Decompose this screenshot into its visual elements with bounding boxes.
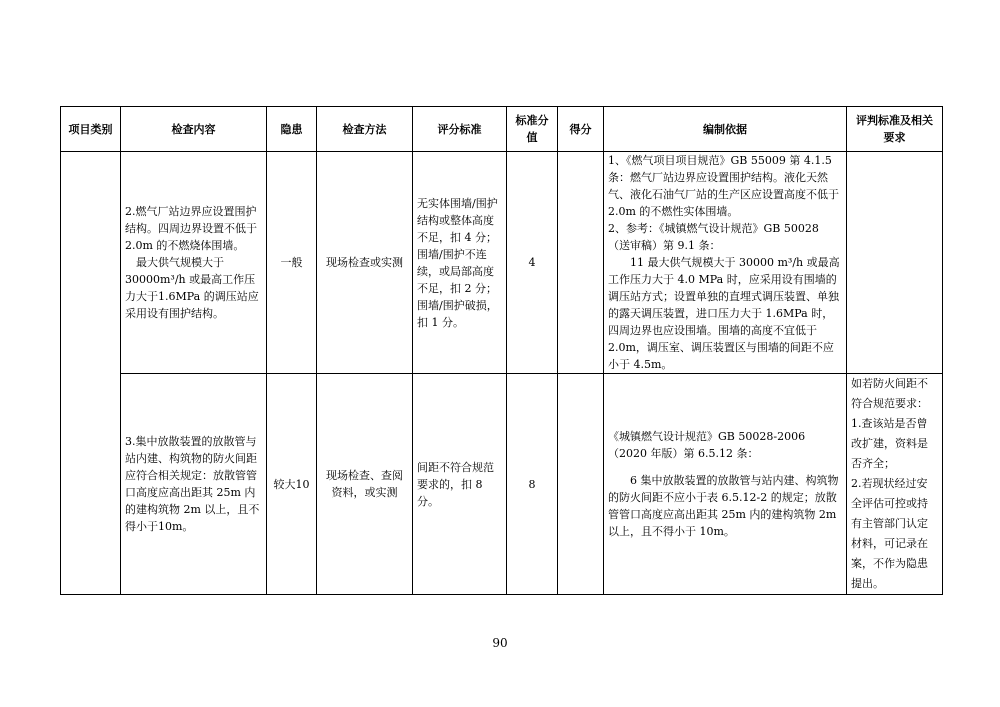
category-cell — [61, 152, 121, 595]
header-hazard: 隐患 — [267, 107, 317, 152]
header-standard: 评分标准 — [413, 107, 507, 152]
standard-cell: 间距不符合规范要求的，扣 8 分。 — [413, 374, 507, 595]
table-row — [61, 152, 943, 374]
score-cell — [558, 374, 604, 595]
basis-line: 《城镇燃气设计规范》GB 50028-2006（2020 年版）第 6.5.12 条： — [608, 430, 806, 460]
requirements-cell: 如若防火间距不符合规范要求：1.查该站是否曾改扩建，资料是否齐全； 2.若现状经过安全评估可控或持有主管部门认定材料，可记录在案，不作为隐患提出。 — [847, 374, 943, 595]
header-requirements: 评判标准及相关要求 — [847, 107, 943, 152]
header-score: 得分 — [558, 107, 604, 152]
basis-line: 1、《燃气项目项目规范》GB 55009 第 4.1.5 条：燃气厂站边界应设置围护结构。液化天然气、液化石油气厂站的生产区应设置高度不低于 2.0m 的不燃性实体围墙。 — [608, 154, 839, 218]
content-cell: 2.燃气厂站边界应设置围护结构。四周边界设置不低于2.0m 的不燃烧体围墙。 最大供气规模大于30000m³/h 或最高工作压力大于1.6MPa 的调压站应采用设有围护结构。 — [121, 152, 267, 374]
basis-line: 6 集中放散装置的放散管与站内建、构筑物的防火间距不应小于表 6.5.12-2 的规定；放散管管口高度应高出距其 25m 内的建构筑物 2m 以上，且不得小于 10m。 — [608, 474, 839, 538]
page-number: 90 — [492, 636, 508, 650]
basis-line: 11 最大供气规模大于 30000 m³/h 或最高工作压力大于 4.0 MPa 时，应采用设有围墙的调压站方式；设置单独的直埋式调压装置、单独的露天调压装置，进口压力大于 1.6MPa 时，四周边界也应设围墙。围墙的高度不宜低于 2.0m，调压室、调压装置区与围墙的间距不应小于 4.5m。 — [608, 256, 840, 371]
header-content: 检查内容 — [121, 107, 267, 152]
header-score-value: 标准分值 — [507, 107, 558, 152]
requirements-cell — [847, 152, 943, 374]
score-value-cell: 4 — [507, 152, 558, 374]
inspection-table — [60, 106, 943, 595]
basis-cell — [604, 374, 847, 595]
content-cell: 3.集中放散装置的放散管与站内建、构筑物的防火间距应符合相关规定：放散管管口高度应高出距其 25m 内的建构筑物 2m 以上，且不得小于10m。 — [121, 374, 267, 595]
score-cell — [558, 152, 604, 374]
header-method: 检查方法 — [317, 107, 413, 152]
hazard-cell: 较大10 — [267, 374, 317, 595]
basis-line: 2、参考：《城镇燃气设计规范》GB 50028 （送审稿）第 9.1 条： — [608, 222, 819, 252]
hazard-cell: 一般 — [267, 152, 317, 374]
score-value-cell: 8 — [507, 374, 558, 595]
method-cell: 现场检查、查阅资料，或实测 — [317, 374, 413, 595]
basis-cell — [604, 152, 847, 374]
standard-cell: 无实体围墙/围护结构或整体高度不足，扣 4 分；围墙/围护不连续，或局部高度不足，扣 2 分；围墙/围护破损，扣 1 分。 — [413, 152, 507, 374]
method-cell: 现场检查或实测 — [317, 152, 413, 374]
header-row — [61, 107, 943, 152]
header-category: 项目类别 — [61, 107, 121, 152]
header-basis: 编制依据 — [604, 107, 847, 152]
table-row — [61, 374, 943, 595]
